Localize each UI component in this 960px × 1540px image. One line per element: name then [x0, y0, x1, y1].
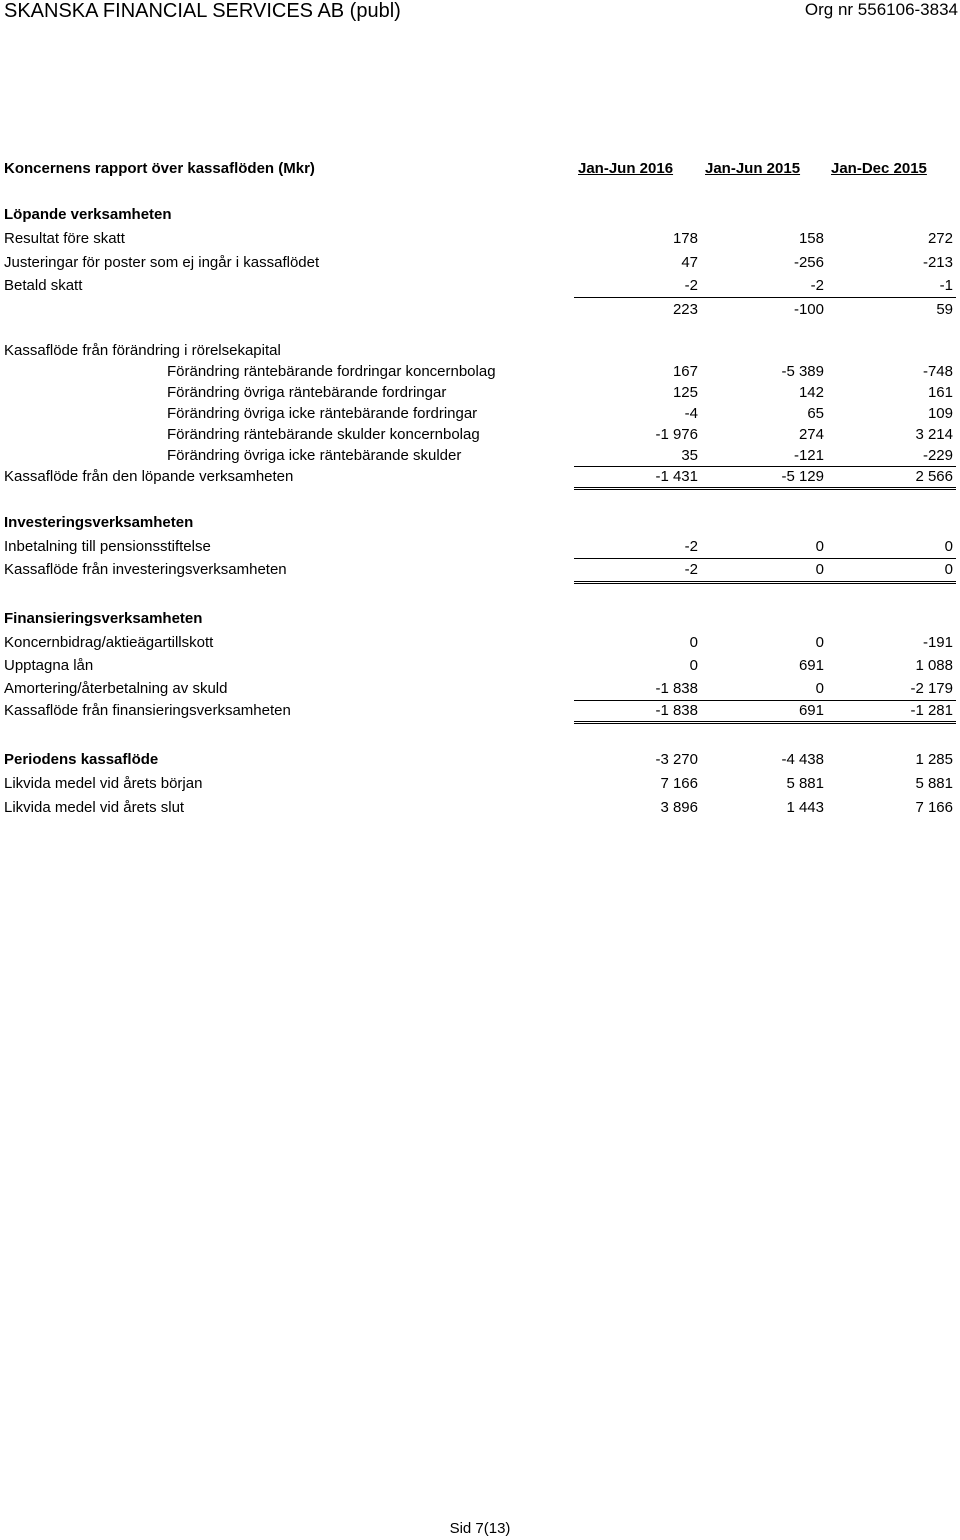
value-jan-jun-2016: 7 166 — [660, 775, 698, 792]
org-number: Org nr 556106-3834 — [804, 0, 958, 19]
table-row — [0, 426, 960, 446]
total-double-rule — [574, 721, 956, 724]
value-jan-jun-2015: 0 — [815, 634, 824, 651]
row-label: Investeringsverksamheten — [4, 514, 194, 531]
total-row — [0, 702, 960, 722]
row-label: Upptagna lån — [4, 657, 94, 674]
value-jan-jun-2015: -256 — [793, 254, 824, 271]
value-jan-jun-2015: 142 — [798, 384, 824, 401]
row-label: Likvida medel vid årets början — [4, 775, 203, 792]
value-jan-jun-2015: 1 443 — [786, 799, 824, 816]
value-jan-dec-2015: 161 — [927, 384, 953, 401]
value-jan-jun-2015: 0 — [815, 680, 824, 697]
column-header-jan-dec-2015: Jan-Dec 2015 — [831, 160, 927, 177]
value-jan-jun-2015: -5 389 — [781, 363, 824, 380]
total-row — [0, 468, 960, 488]
table-row — [0, 447, 960, 467]
row-label: Amortering/återbetalning av skuld — [4, 680, 228, 697]
row-label: Finansieringsverksamheten — [4, 610, 203, 627]
row-label: Förändring räntebärande skulder koncernbolag — [167, 426, 480, 443]
column-header-jan-jun-2016: Jan-Jun 2016 — [578, 160, 674, 177]
row-label: Betald skatt — [4, 277, 83, 294]
row-label: Kassaflöde från finansieringsverksamheten — [4, 702, 291, 719]
value-jan-dec-2015: 5 881 — [915, 775, 953, 792]
section-heading-investing — [0, 514, 960, 534]
subtotal-row — [0, 301, 960, 321]
subtotal-rule — [574, 466, 956, 467]
report-title: Koncernens rapport över kassaflöden (Mkr) — [4, 160, 315, 177]
value-jan-jun-2015: 691 — [798, 702, 824, 719]
value-jan-jun-2015: -2 — [810, 277, 824, 294]
value-jan-dec-2015: -1 — [939, 277, 953, 294]
value-jan-dec-2015: -229 — [922, 447, 953, 464]
value-jan-dec-2015: -1 281 — [910, 702, 953, 719]
value-jan-jun-2015: -121 — [793, 447, 824, 464]
subsection-heading-working-capital — [0, 342, 960, 362]
table-row — [0, 657, 960, 677]
value-jan-jun-2016: -2 — [684, 277, 698, 294]
value-jan-dec-2015: 7 166 — [915, 799, 953, 816]
table-row — [0, 799, 960, 819]
row-label: Periodens kassaflöde — [4, 751, 159, 768]
section-heading-operating — [0, 206, 960, 226]
value-jan-dec-2015: -191 — [922, 634, 953, 651]
value-jan-jun-2016: 35 — [681, 447, 698, 464]
table-row — [0, 680, 960, 700]
value-jan-jun-2016: -1 976 — [655, 426, 698, 443]
row-label: Koncernbidrag/aktieägartillskott — [4, 634, 214, 651]
value-jan-dec-2015: 109 — [927, 405, 953, 422]
value-jan-jun-2016: -4 — [684, 405, 698, 422]
value-jan-jun-2016: 178 — [672, 230, 698, 247]
value-jan-jun-2016: 3 896 — [660, 799, 698, 816]
table-row — [0, 363, 960, 383]
table-row — [0, 634, 960, 654]
value-jan-jun-2016: 125 — [672, 384, 698, 401]
total-double-rule — [574, 581, 956, 584]
row-label: Förändring övriga räntebärande fordringar — [167, 384, 447, 401]
value-jan-jun-2016: -1 838 — [655, 702, 698, 719]
column-header-jan-jun-2015: Jan-Jun 2015 — [705, 160, 801, 177]
value-jan-jun-2016: 167 — [672, 363, 698, 380]
value-jan-dec-2015: 3 214 — [915, 426, 953, 443]
value-jan-dec-2015: -2 179 — [910, 680, 953, 697]
value-jan-jun-2016: 223 — [672, 301, 698, 318]
value-jan-jun-2015: 65 — [807, 405, 824, 422]
value-jan-dec-2015: 272 — [927, 230, 953, 247]
value-jan-jun-2015: 0 — [815, 538, 824, 555]
total-double-rule — [574, 487, 956, 490]
total-row — [0, 561, 960, 581]
value-jan-jun-2015: 158 — [798, 230, 824, 247]
subtotal-rule — [574, 558, 956, 559]
value-jan-jun-2016: 47 — [681, 254, 698, 271]
table-row — [0, 405, 960, 425]
value-jan-jun-2015: 5 881 — [786, 775, 824, 792]
value-jan-dec-2015: 1 088 — [915, 657, 953, 674]
row-label: Förändring övriga icke räntebärande fordringar — [167, 405, 478, 422]
row-label: Förändring övriga icke räntebärande skulder — [167, 447, 462, 464]
row-label: Löpande verksamheten — [4, 206, 172, 223]
value-jan-jun-2016: -2 — [684, 561, 698, 578]
table-row — [0, 775, 960, 795]
value-jan-jun-2015: -100 — [793, 301, 824, 318]
section-heading-financing — [0, 610, 960, 630]
value-jan-dec-2015: 59 — [936, 301, 953, 318]
value-jan-dec-2015: 2 566 — [915, 468, 953, 485]
period-cashflow-row — [0, 751, 960, 771]
table-row — [0, 254, 960, 274]
row-label: Resultat före skatt — [4, 230, 125, 247]
value-jan-jun-2016: -2 — [684, 538, 698, 555]
page-number: Sid 7(13) — [449, 1520, 511, 1537]
row-label: Kassaflöde från den löpande verksamheten — [4, 468, 294, 485]
row-label: Förändring räntebärande fordringar koncernbolag — [167, 363, 496, 380]
value-jan-jun-2015: -5 129 — [781, 468, 824, 485]
value-jan-dec-2015: -213 — [922, 254, 953, 271]
value-jan-jun-2016: 0 — [689, 634, 698, 651]
value-jan-dec-2015: 1 285 — [915, 751, 953, 768]
table-row — [0, 538, 960, 558]
table-row — [0, 384, 960, 404]
row-label: Inbetalning till pensionsstiftelse — [4, 538, 211, 555]
value-jan-dec-2015: 0 — [944, 538, 953, 555]
subtotal-rule — [574, 297, 956, 298]
value-jan-jun-2015: 0 — [815, 561, 824, 578]
table-row — [0, 230, 960, 250]
value-jan-dec-2015: -748 — [922, 363, 953, 380]
value-jan-jun-2016: -1 431 — [655, 468, 698, 485]
row-label: Kassaflöde från förändring i rörelsekapital — [4, 342, 281, 359]
table-row — [0, 277, 960, 297]
value-jan-jun-2015: 274 — [798, 426, 824, 443]
company-name: SKANSKA FINANCIAL SERVICES AB (publ) — [4, 0, 401, 22]
row-label: Justeringar för poster som ej ingår i kassaflödet — [4, 254, 320, 271]
value-jan-jun-2016: -1 838 — [655, 680, 698, 697]
value-jan-jun-2015: 691 — [798, 657, 824, 674]
subtotal-rule — [574, 700, 956, 701]
row-label: Likvida medel vid årets slut — [4, 799, 185, 816]
row-label: Kassaflöde från investeringsverksamheten — [4, 561, 287, 578]
value-jan-jun-2016: -3 270 — [655, 751, 698, 768]
value-jan-jun-2015: -4 438 — [781, 751, 824, 768]
value-jan-jun-2016: 0 — [689, 657, 698, 674]
value-jan-dec-2015: 0 — [944, 561, 953, 578]
